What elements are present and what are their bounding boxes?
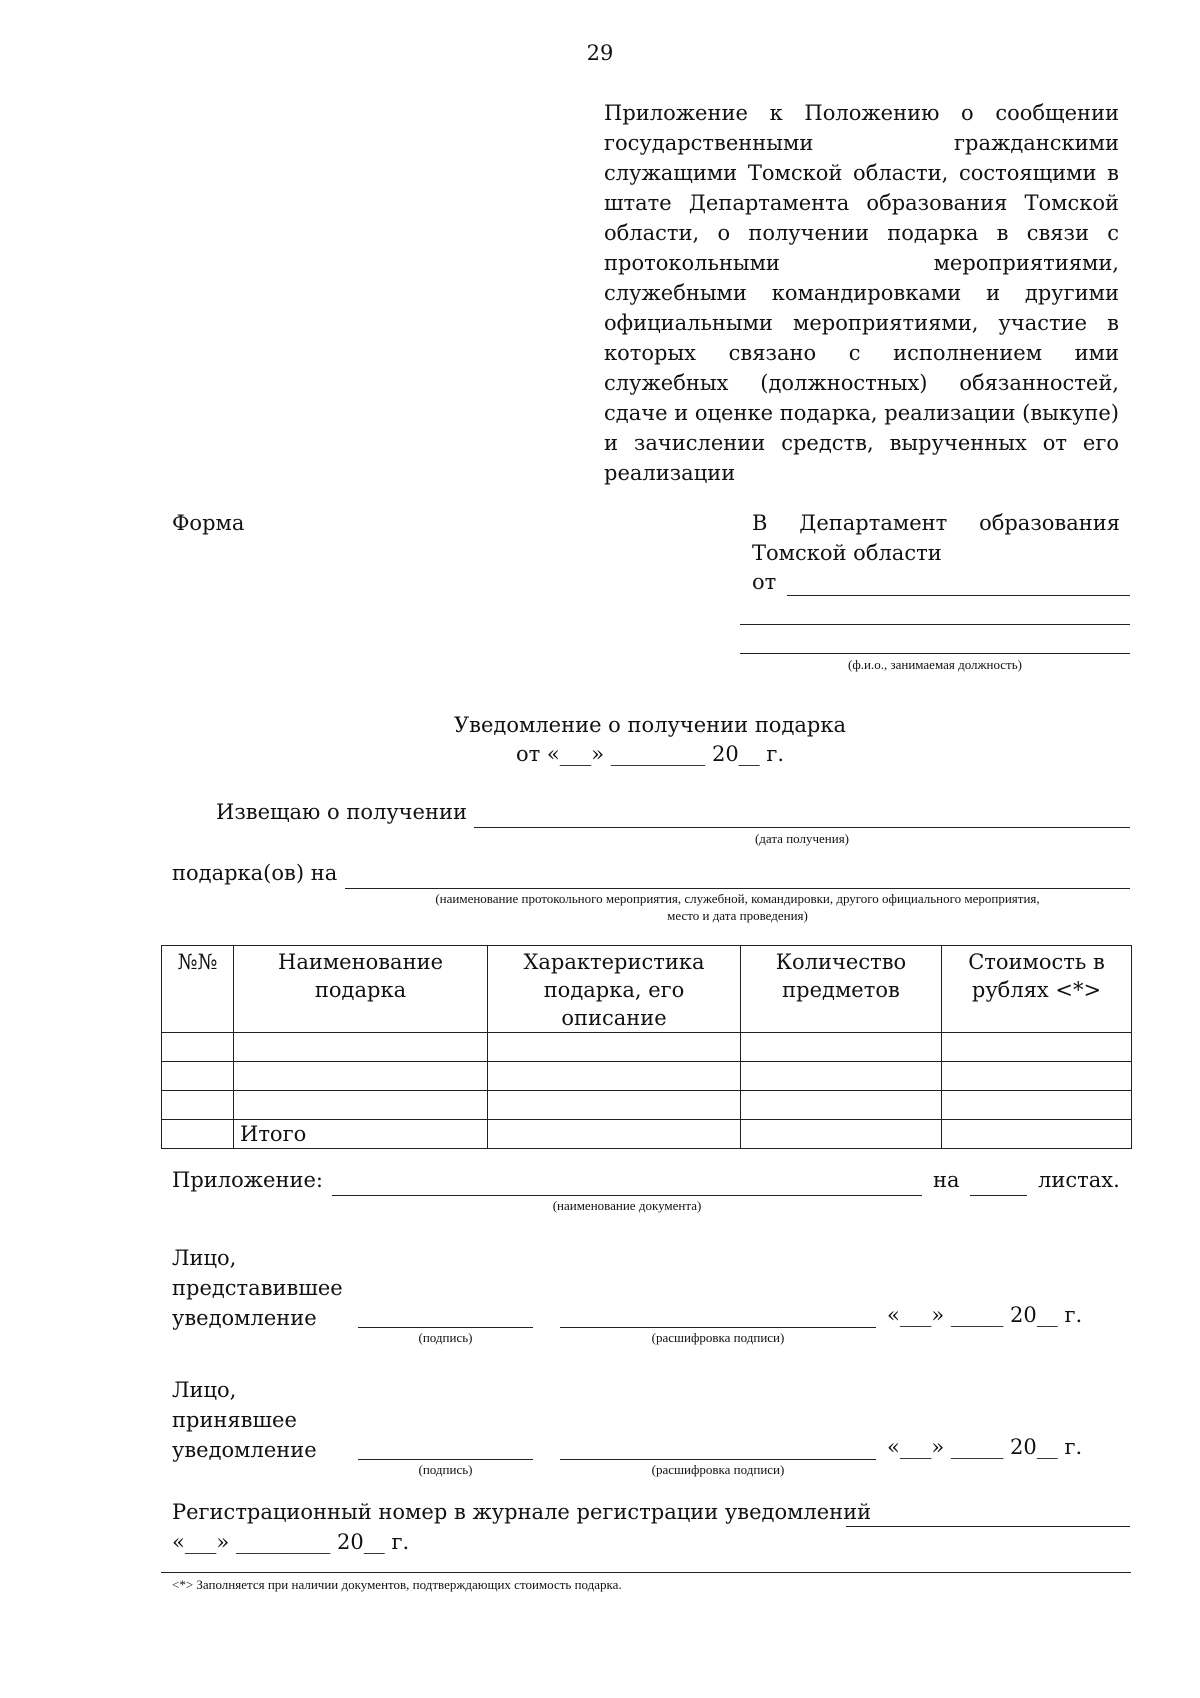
appendix-text: Приложение к Положению о сообщении государственными гражданскими служащими Томской области, состоящими в штате Департамента образования Томской области, о получении подарка в связи с протокольными мероприятиями, служебными командировками и другими официальными мероприятиями, участие в которых связано с исполнением ими служебных (должностных) обязанностей, сдаче и оценке подарка, реализации (выкупе) и зачислении средств, вырученных от его реализации (604, 101, 1119, 485)
page-number: 29 (586, 41, 614, 65)
registration-date: «___» _________ 20__ г. (172, 1530, 410, 1554)
table-cell[interactable] (234, 1062, 488, 1091)
receiver-decode-line[interactable] (560, 1459, 876, 1460)
table-header-row (162, 946, 1132, 1033)
notice-date: от «___» _________ 20__ г. (515, 742, 785, 766)
registration-label: Регистрационный номер в журнале регистрации уведомлений (172, 1500, 872, 1524)
table-cell[interactable] (942, 1033, 1132, 1062)
table-cell[interactable] (741, 1091, 942, 1120)
table-cell[interactable] (234, 1091, 488, 1120)
header-description: Характеристика подарка, его описание (488, 946, 741, 1033)
attachment-caption: (наименование документа) (552, 1198, 702, 1213)
table-cell[interactable] (942, 1120, 1132, 1149)
attachment-sheets: листах. (1038, 1168, 1120, 1192)
table-cell[interactable] (942, 1062, 1132, 1091)
notice-title: Уведомление о получении подарка (453, 713, 846, 737)
attachment-label: Приложение: (172, 1168, 323, 1192)
table-cell[interactable] (162, 1062, 234, 1091)
table-cell[interactable] (741, 1120, 942, 1149)
gifts-table (161, 945, 1132, 1149)
event-caption-2: место и дата проведения) (667, 908, 808, 923)
receipt-caption: (дата получения) (754, 831, 850, 846)
submitter-decode-caption: (расшифровка подписи) (651, 1330, 785, 1345)
table-cell[interactable] (741, 1033, 942, 1062)
submitter-signature-line[interactable] (358, 1327, 533, 1328)
header-number: №№ (162, 946, 234, 1033)
addressee-name-line[interactable] (787, 595, 1130, 596)
total-label: Итого (234, 1120, 488, 1149)
submitter-signature-caption: (подпись) (418, 1330, 473, 1345)
receipt-label: Извещаю о получении (216, 800, 467, 824)
footnote-divider (161, 1572, 1131, 1573)
addressee-from: от (752, 570, 777, 594)
table-cell[interactable] (162, 1120, 234, 1149)
submitter-date: «___» _____ 20__ г. (887, 1303, 1083, 1327)
attachment-sheets-line[interactable] (970, 1195, 1027, 1196)
receiver-label: Лицо, принявшее уведомление (172, 1378, 317, 1462)
table-cell[interactable] (488, 1091, 741, 1120)
event-line[interactable] (345, 888, 1130, 889)
receiver-decode-caption: (расшифровка подписи) (651, 1462, 785, 1477)
form-label: Форма (172, 511, 245, 535)
addressee-line-3[interactable] (740, 653, 1130, 654)
receiver-signature-line[interactable] (358, 1459, 533, 1460)
table-cell[interactable] (234, 1033, 488, 1062)
table-cell[interactable] (162, 1033, 234, 1062)
table-row (162, 1062, 1132, 1091)
table-row (162, 1091, 1132, 1120)
addressee-caption: (ф.и.о., занимаемая должность) (848, 657, 1022, 672)
submitter-label: Лицо, представившее уведомление (172, 1246, 343, 1330)
table-cell[interactable] (162, 1091, 234, 1120)
footnote: <*> Заполняется при наличии документов, подтверждающих стоимость подарка. (172, 1577, 622, 1592)
header-quantity: Количество предметов (741, 946, 942, 1033)
receipt-date-line[interactable] (474, 827, 1130, 828)
addressee-to: В Департамент образования Томской области (752, 511, 1120, 565)
table-cell[interactable] (488, 1120, 741, 1149)
submitter-decode-line[interactable] (560, 1327, 876, 1328)
table-row (162, 1033, 1132, 1062)
table-cell[interactable] (942, 1091, 1132, 1120)
receiver-date: «___» _____ 20__ г. (887, 1435, 1083, 1459)
table-cell[interactable] (488, 1033, 741, 1062)
table-total-row (162, 1120, 1132, 1149)
receiver-signature-caption: (подпись) (418, 1462, 473, 1477)
table-cell[interactable] (741, 1062, 942, 1091)
registration-number-line[interactable] (846, 1526, 1130, 1527)
event-label: подарка(ов) на (172, 861, 338, 885)
addressee-line-2[interactable] (740, 624, 1130, 625)
attachment-on: на (933, 1168, 960, 1192)
attachment-document-line[interactable] (332, 1195, 922, 1196)
header-gift-name: Наименование подарка (234, 946, 488, 1033)
table-cell[interactable] (488, 1062, 741, 1091)
event-caption-1: (наименование протокольного мероприятия, служебной, командировки, другого официального мероприятия, (435, 891, 1040, 906)
header-cost: Стоимость в рублях <*> (942, 946, 1132, 1033)
